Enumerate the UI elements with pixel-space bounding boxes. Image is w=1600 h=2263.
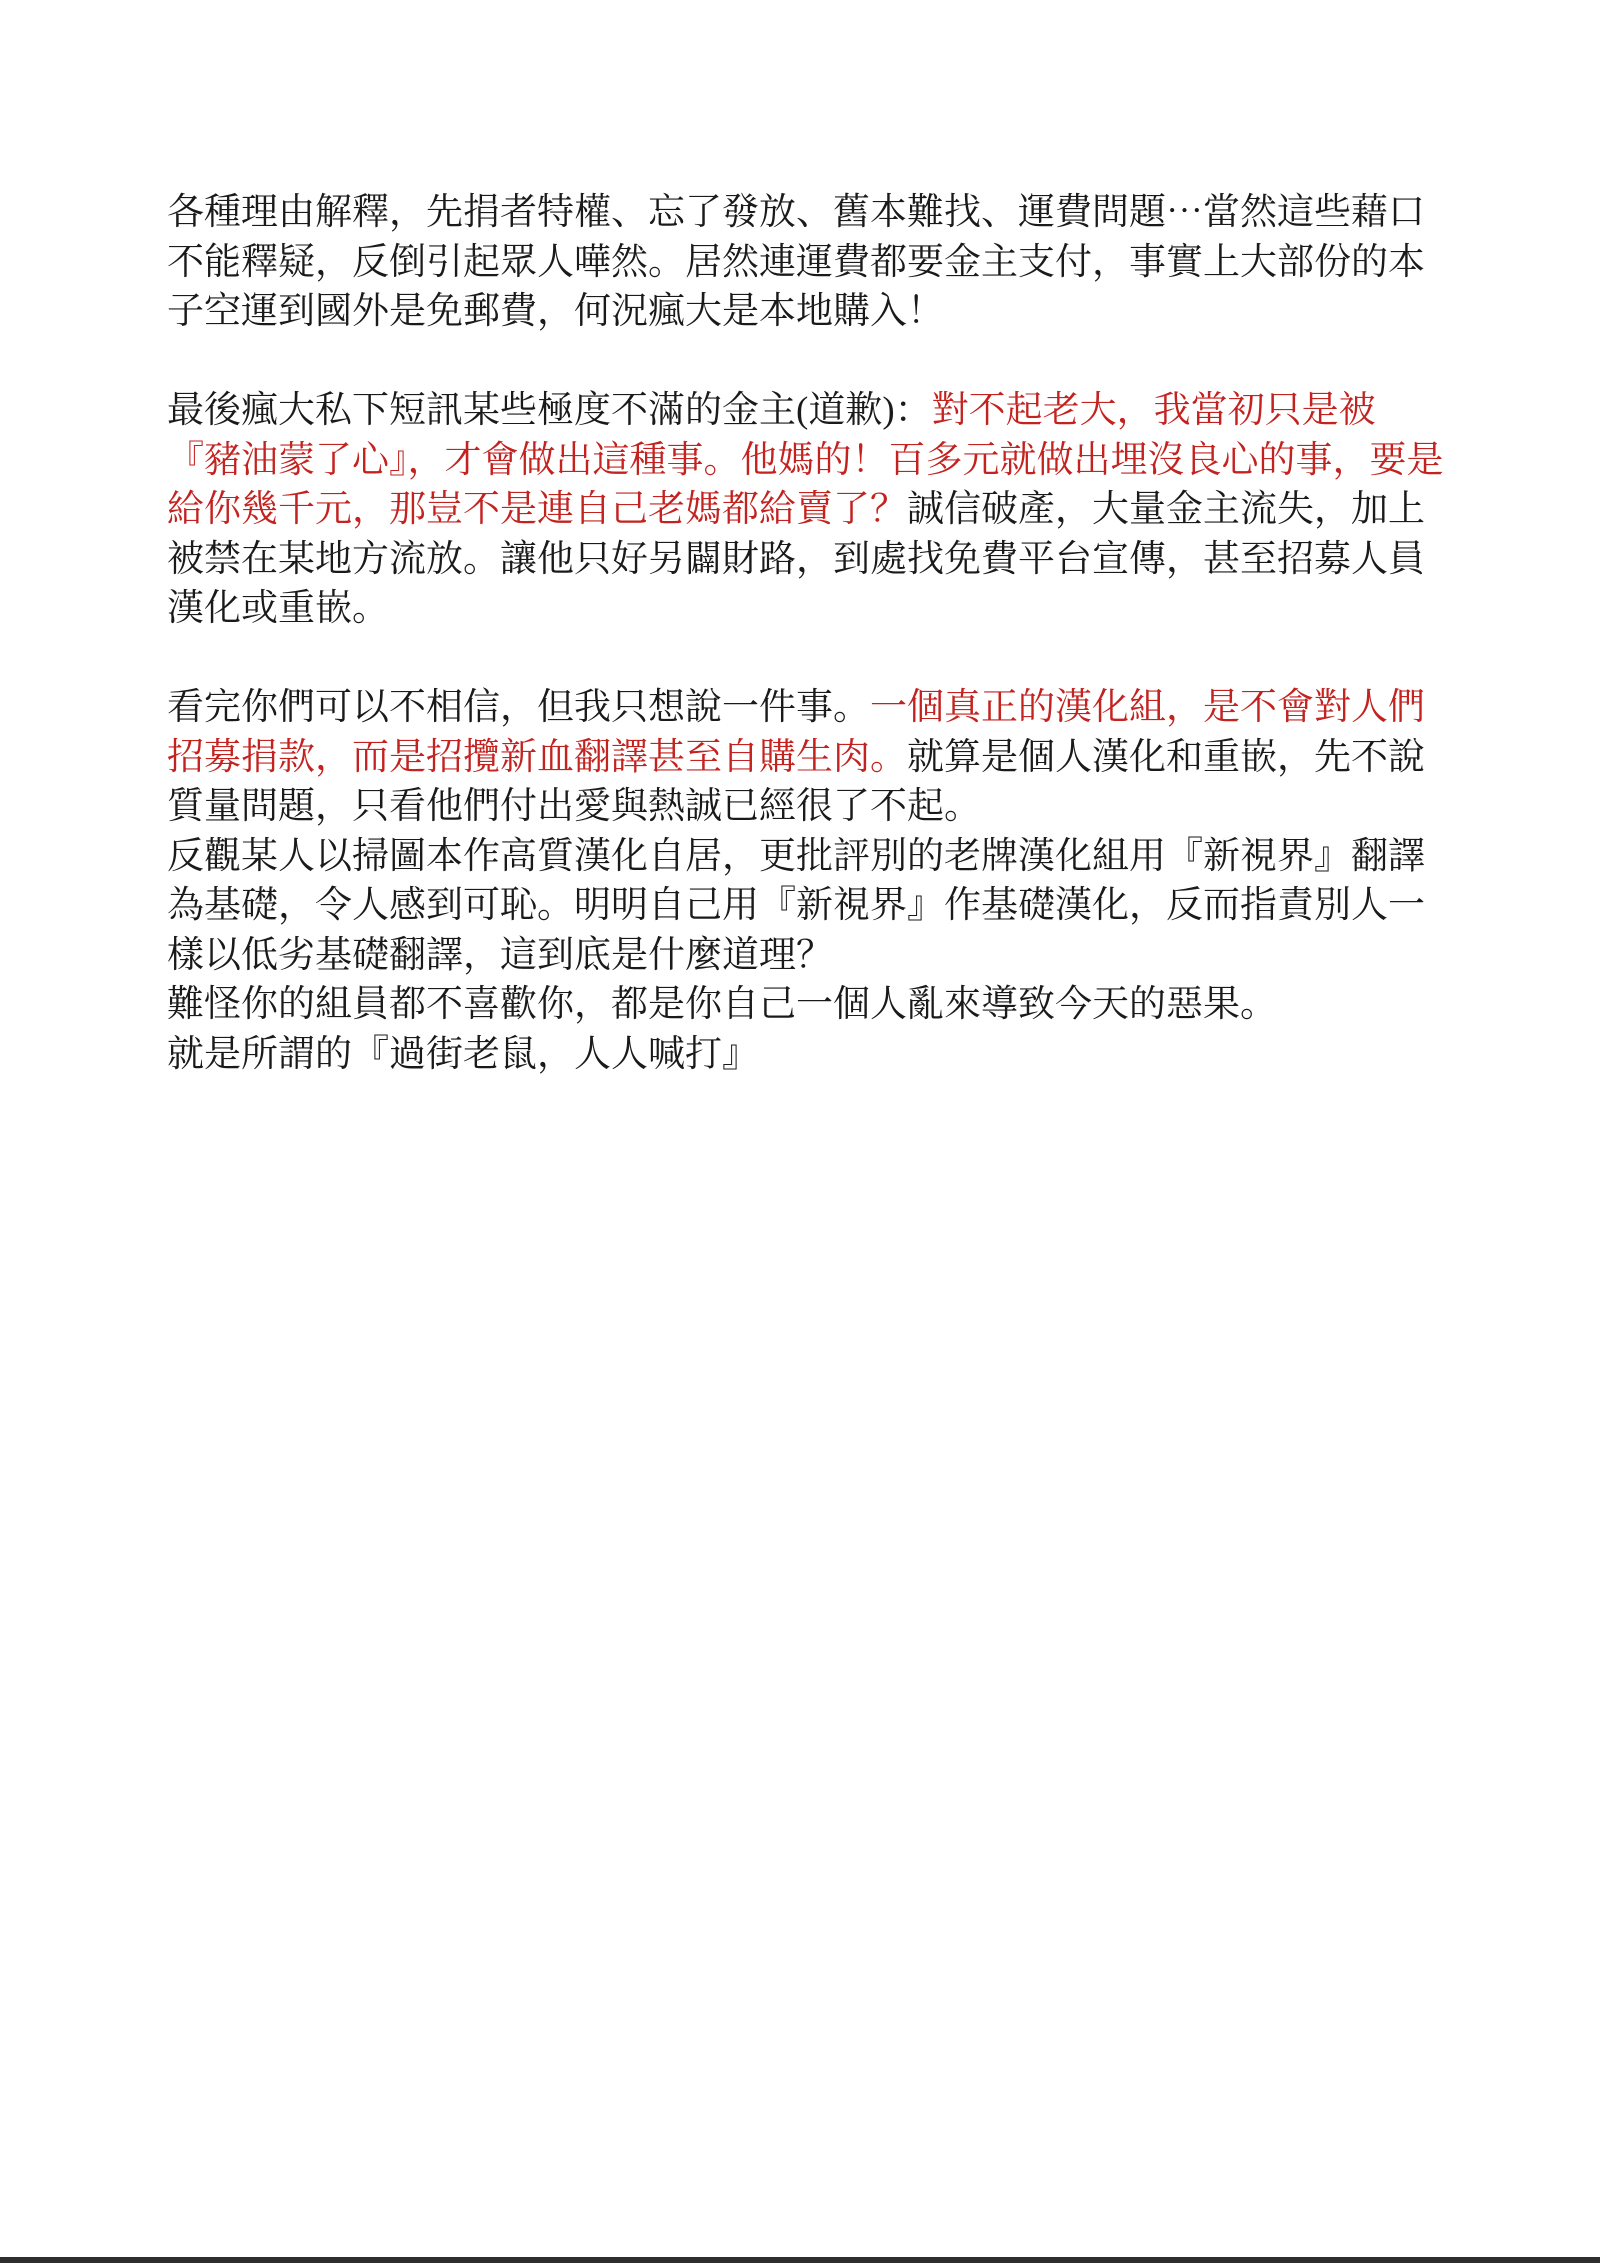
text-segment: 最後瘋大私下短訊某些極度不滿的金主(道歉)： <box>167 390 932 431</box>
text-line <box>167 832 1447 882</box>
paragraph <box>167 188 1447 337</box>
text-segment: 為基礎，令人感到可恥。明明自己用『新視界』作基礎漢化，反而指責別人一 <box>167 885 1425 926</box>
text-segment-red: 『豬油蒙了心』，才會做出這種事。他媽的！百多元就做出埋沒良心的事，要是 <box>167 439 1444 481</box>
text-line <box>167 436 1447 486</box>
text-line <box>167 683 1447 733</box>
text-line <box>167 931 1447 981</box>
text-line <box>167 1030 1447 1080</box>
document-body <box>167 188 1447 1129</box>
text-segment: 漢化或重嵌。 <box>167 588 389 629</box>
text-segment: 各種理由解釋，先捐者特權、忘了發放、舊本難找、運費問題⋯當然這些藉口 <box>167 192 1425 233</box>
text-segment: 樣以低劣基礎翻譯，這到底是什麼道理？ <box>167 934 833 976</box>
text-segment: 看完你們可以不相信，但我只想說一件事。 <box>167 687 870 728</box>
text-segment: 反觀某人以掃圖本作高質漢化自居，更批評別的老牌漢化組用『新視界』翻譯 <box>167 835 1425 877</box>
text-segment-red: 招募捐款，而是招攬新血翻譯甚至自購生肉。 <box>167 736 907 778</box>
text-segment: 就算是個人漢化和重嵌，先不說 <box>907 736 1425 778</box>
text-line <box>167 188 1447 238</box>
text-line <box>167 881 1447 931</box>
text-line <box>167 584 1447 634</box>
text-segment-red: 給你幾千元，那豈不是連自己老媽都給賣了？ <box>167 489 907 530</box>
text-line <box>167 485 1447 535</box>
text-segment-red: 對不起老大，我當初只是被 <box>931 390 1376 431</box>
text-line <box>167 287 1447 337</box>
text-segment: 質量問題，只看他們付出愛與熱誠已經很了不起。 <box>167 786 981 827</box>
text-line <box>167 238 1447 288</box>
paragraph <box>167 683 1447 1079</box>
bottom-edge-bar <box>0 2257 1600 2263</box>
text-line <box>167 386 1447 436</box>
paragraph <box>167 386 1447 634</box>
text-line <box>167 535 1447 585</box>
text-line <box>167 782 1447 832</box>
text-segment: 被禁在某地方流放。讓他只好另闢財路，到處找免費平台宣傳，甚至招募人員 <box>167 538 1425 580</box>
text-segment-red: 一個真正的漢化組，是不會對人們 <box>870 687 1425 728</box>
text-line <box>167 733 1447 783</box>
text-segment: 不能釋疑，反倒引起眾人嘩然。居然連運費都要金主支付，事實上大部份的本 <box>167 241 1425 283</box>
text-segment: 就是所謂的『過街老鼠，人人喊打』 <box>167 1033 759 1075</box>
text-segment: 子空運到國外是免郵費，何況瘋大是本地購入！ <box>167 291 944 332</box>
text-segment: 難怪你的組員都不喜歡你，都是你自己一個人亂來導致今天的惡果。 <box>167 984 1277 1025</box>
text-line <box>167 980 1447 1030</box>
text-segment: 誠信破產，大量金主流失，加上 <box>907 489 1425 530</box>
